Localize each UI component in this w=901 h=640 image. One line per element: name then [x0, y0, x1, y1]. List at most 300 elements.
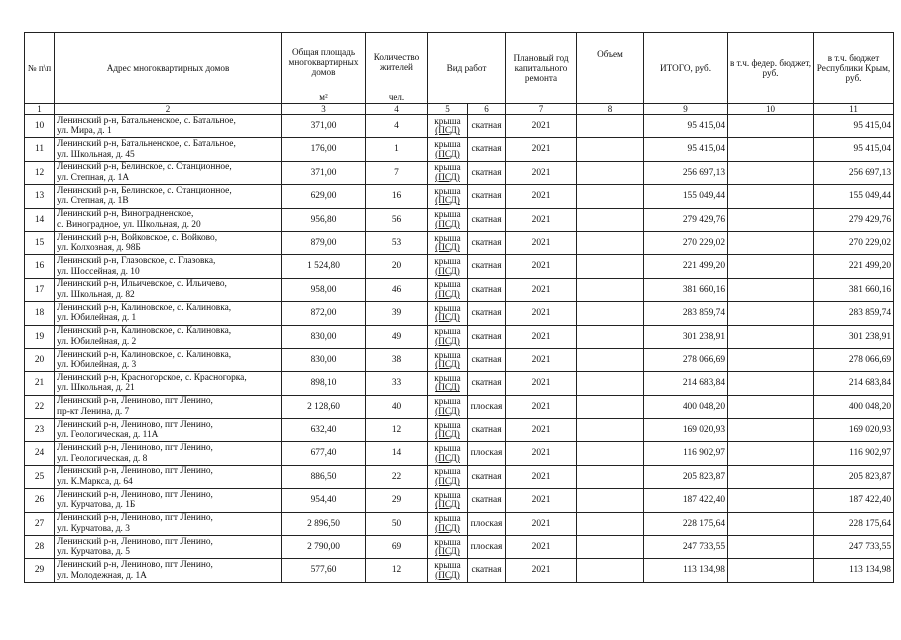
row-work-type	[428, 302, 468, 325]
column-number-2: 2	[55, 104, 282, 115]
row-total: 400 048,20	[644, 395, 728, 418]
row-residents: 16	[366, 185, 428, 208]
row-regional: 270 229,02	[814, 231, 894, 254]
row-address	[55, 395, 282, 418]
table-row	[25, 115, 894, 138]
address-line-1: Ленинский р-н, Батальненское, с. Батальное,	[57, 138, 236, 149]
work-type-line-1: крыша	[434, 302, 461, 313]
row-area: 958,00	[282, 278, 366, 301]
table-row	[25, 208, 894, 231]
row-total: 381 660,16	[644, 278, 728, 301]
work-type-line-1: крыша	[434, 326, 461, 337]
row-roof-type: скатная	[468, 278, 506, 301]
row-year: 2021	[506, 442, 577, 465]
row-number: 22	[25, 395, 55, 418]
work-type-line-2: (ПСД)	[435, 125, 460, 136]
work-type-line-2: (ПСД)	[435, 148, 460, 159]
row-federal	[728, 325, 814, 348]
area-unit: м²	[282, 90, 366, 103]
row-residents: 29	[366, 489, 428, 512]
row-total: 95 415,04	[644, 138, 728, 161]
row-volume	[577, 395, 644, 418]
address-line-1: Ленинский р-н, Ильичевское, с. Ильичево,	[57, 279, 227, 290]
row-residents: 12	[366, 559, 428, 582]
address-line-1: Ленинский р-н, Калиновское, с. Калиновка,	[57, 302, 232, 313]
row-address	[55, 489, 282, 512]
row-area: 1 524,80	[282, 255, 366, 278]
table-row	[25, 442, 894, 465]
column-number-6: 6	[468, 104, 506, 115]
address-line-2: ул. Степная, д. 1В	[57, 196, 129, 207]
row-roof-type: плоская	[468, 395, 506, 418]
header-address: Адрес многоквартирных домов	[55, 33, 282, 104]
row-work-type	[428, 419, 468, 442]
row-address	[55, 536, 282, 559]
work-type-line-1: крыша	[434, 396, 461, 407]
address-line-1: Ленинский р-н, Виноградненское,	[57, 209, 194, 220]
row-regional: 95 415,04	[814, 115, 894, 138]
row-year: 2021	[506, 278, 577, 301]
row-year: 2021	[506, 536, 577, 559]
address-line-2: ул. Юбилейная, д. 2	[57, 336, 137, 347]
row-roof-type: скатная	[468, 559, 506, 582]
row-number: 14	[25, 208, 55, 231]
work-type-line-1: крыша	[434, 349, 461, 360]
row-total: 187 422,40	[644, 489, 728, 512]
row-work-type	[428, 161, 468, 184]
row-area: 954,40	[282, 489, 366, 512]
work-type-line-2: (ПСД)	[435, 429, 460, 440]
row-number: 18	[25, 302, 55, 325]
row-residents: 56	[366, 208, 428, 231]
row-number: 15	[25, 231, 55, 254]
row-number: 16	[25, 255, 55, 278]
address-line-1: Ленинский р-н, Лениново, пгт Ленино,	[57, 536, 213, 547]
row-federal	[728, 208, 814, 231]
row-regional: 169 020,93	[814, 419, 894, 442]
row-total: 169 020,93	[644, 419, 728, 442]
row-federal	[728, 419, 814, 442]
row-total: 205 823,87	[644, 465, 728, 488]
row-roof-type: скатная	[468, 372, 506, 395]
work-type-line-2: (ПСД)	[435, 171, 460, 182]
row-number: 25	[25, 465, 55, 488]
row-roof-type: скатная	[468, 185, 506, 208]
row-year: 2021	[506, 419, 577, 442]
row-total: 283 859,74	[644, 302, 728, 325]
row-federal	[728, 395, 814, 418]
work-type-line-1: крыша	[434, 138, 461, 149]
column-number-4: 4	[366, 104, 428, 115]
row-work-type	[428, 325, 468, 348]
row-area: 830,00	[282, 348, 366, 371]
table-row	[25, 489, 894, 512]
table-row	[25, 185, 894, 208]
row-area: 886,50	[282, 465, 366, 488]
work-type-line-2: (ПСД)	[435, 218, 460, 229]
row-total: 279 429,76	[644, 208, 728, 231]
row-address	[55, 138, 282, 161]
row-regional: 256 697,13	[814, 161, 894, 184]
address-line-1: Ленинский р-н, Лениново, пгт Ленино,	[57, 489, 213, 500]
table-row	[25, 325, 894, 348]
row-work-type	[428, 138, 468, 161]
row-federal	[728, 185, 814, 208]
row-total: 95 415,04	[644, 115, 728, 138]
row-year: 2021	[506, 395, 577, 418]
row-regional: 214 683,84	[814, 372, 894, 395]
row-federal	[728, 278, 814, 301]
row-work-type	[428, 395, 468, 418]
row-work-type	[428, 185, 468, 208]
row-year: 2021	[506, 115, 577, 138]
row-federal	[728, 512, 814, 535]
column-number-5: 5	[428, 104, 468, 115]
row-address	[55, 512, 282, 535]
row-residents: 22	[366, 465, 428, 488]
row-number: 10	[25, 115, 55, 138]
row-roof-type: плоская	[468, 442, 506, 465]
row-regional: 301 238,91	[814, 325, 894, 348]
row-volume	[577, 536, 644, 559]
row-residents: 14	[366, 442, 428, 465]
row-regional: 283 859,74	[814, 302, 894, 325]
address-line-1: Ленинский р-н, Лениново, пгт Ленино,	[57, 466, 213, 477]
row-area: 176,00	[282, 138, 366, 161]
work-type-line-2: (ПСД)	[435, 569, 460, 580]
row-area: 577,60	[282, 559, 366, 582]
row-residents: 33	[366, 372, 428, 395]
row-volume	[577, 348, 644, 371]
address-line-2: ул. Шоссейная, д. 10	[57, 266, 140, 277]
row-residents: 50	[366, 512, 428, 535]
row-area: 872,00	[282, 302, 366, 325]
row-federal	[728, 302, 814, 325]
work-type-line-1: крыша	[434, 209, 461, 220]
row-volume	[577, 115, 644, 138]
row-roof-type: скатная	[468, 231, 506, 254]
row-year: 2021	[506, 138, 577, 161]
address-line-2: ул. Степная, д. 1А	[57, 172, 130, 183]
address-line-2: ул. Школьная, д. 21	[57, 383, 135, 394]
work-type-line-1: крыша	[434, 115, 461, 126]
row-year: 2021	[506, 559, 577, 582]
row-residents: 4	[366, 115, 428, 138]
row-roof-type: плоская	[468, 512, 506, 535]
row-number: 24	[25, 442, 55, 465]
column-number-row	[25, 104, 894, 115]
address-line-1: Ленинский р-н, Лениново, пгт Ленино,	[57, 443, 213, 454]
row-residents: 12	[366, 419, 428, 442]
row-work-type	[428, 115, 468, 138]
row-volume	[577, 185, 644, 208]
row-year: 2021	[506, 372, 577, 395]
work-type-line-2: (ПСД)	[435, 242, 460, 253]
work-type-line-2: (ПСД)	[435, 382, 460, 393]
work-type-line-2: (ПСД)	[435, 312, 460, 323]
row-total: 155 049,44	[644, 185, 728, 208]
address-line-2: ул. Школьная, д. 45	[57, 149, 135, 160]
row-address	[55, 348, 282, 371]
row-area: 879,00	[282, 231, 366, 254]
table-row	[25, 536, 894, 559]
row-total: 278 066,69	[644, 348, 728, 371]
row-roof-type: скатная	[468, 348, 506, 371]
work-type-line-2: (ПСД)	[435, 359, 460, 370]
row-number: 23	[25, 419, 55, 442]
row-work-type	[428, 559, 468, 582]
work-type-line-2: (ПСД)	[435, 522, 460, 533]
work-type-line-2: (ПСД)	[435, 288, 460, 299]
row-residents: 53	[366, 231, 428, 254]
column-number-9: 9	[644, 104, 728, 115]
row-number: 17	[25, 278, 55, 301]
address-line-2: ул. Курчатова, д. 1Б	[57, 500, 136, 511]
row-address	[55, 442, 282, 465]
header-total: ИТОГО, руб.	[644, 33, 728, 104]
row-total: 301 238,91	[644, 325, 728, 348]
work-type-line-1: крыша	[434, 560, 461, 571]
work-type-line-1: крыша	[434, 255, 461, 266]
row-number: 27	[25, 512, 55, 535]
row-regional: 221 499,20	[814, 255, 894, 278]
row-number: 21	[25, 372, 55, 395]
row-residents: 49	[366, 325, 428, 348]
row-regional: 95 415,04	[814, 138, 894, 161]
row-regional: 116 902,97	[814, 442, 894, 465]
row-year: 2021	[506, 348, 577, 371]
header-year: Плановый год капитального ремонта	[506, 33, 577, 104]
work-type-line-1: крыша	[434, 489, 461, 500]
row-work-type	[428, 442, 468, 465]
address-line-1: Ленинский р-н, Лениново, пгт Ленино,	[57, 396, 213, 407]
address-line-1: Ленинский р-н, Калиновское, с. Калиновка,	[57, 326, 232, 337]
header-row	[25, 33, 894, 91]
row-area: 2 790,00	[282, 536, 366, 559]
row-volume	[577, 442, 644, 465]
table-row	[25, 559, 894, 582]
row-total: 256 697,13	[644, 161, 728, 184]
work-type-line-2: (ПСД)	[435, 476, 460, 487]
work-type-line-1: крыша	[434, 232, 461, 243]
row-regional: 205 823,87	[814, 465, 894, 488]
address-line-1: Ленинский р-н, Войковское, с. Войково,	[57, 232, 218, 243]
row-residents: 20	[366, 255, 428, 278]
address-line-2: ул. Мира, д. 1	[57, 126, 112, 137]
address-line-1: Ленинский р-н, Красногорское, с. Красногорка,	[57, 372, 247, 383]
header-work: Вид работ	[428, 33, 506, 104]
row-area: 956,80	[282, 208, 366, 231]
row-number: 19	[25, 325, 55, 348]
row-year: 2021	[506, 489, 577, 512]
row-federal	[728, 465, 814, 488]
address-line-2: ул. Школьная, д. 82	[57, 289, 135, 300]
row-volume	[577, 231, 644, 254]
row-regional: 113 134,98	[814, 559, 894, 582]
row-address	[55, 372, 282, 395]
row-regional: 187 422,40	[814, 489, 894, 512]
row-address	[55, 231, 282, 254]
table-row	[25, 372, 894, 395]
row-roof-type: скатная	[468, 465, 506, 488]
table-row	[25, 395, 894, 418]
row-total: 116 902,97	[644, 442, 728, 465]
row-residents: 38	[366, 348, 428, 371]
row-roof-type: скатная	[468, 138, 506, 161]
work-type-line-2: (ПСД)	[435, 335, 460, 346]
row-residents: 69	[366, 536, 428, 559]
row-federal	[728, 138, 814, 161]
table-row	[25, 161, 894, 184]
row-year: 2021	[506, 255, 577, 278]
row-area: 2 128,60	[282, 395, 366, 418]
table-row	[25, 302, 894, 325]
row-work-type	[428, 512, 468, 535]
row-address	[55, 419, 282, 442]
row-volume	[577, 372, 644, 395]
row-work-type	[428, 489, 468, 512]
row-roof-type: скатная	[468, 208, 506, 231]
row-regional: 247 733,55	[814, 536, 894, 559]
row-address	[55, 325, 282, 348]
row-number: 29	[25, 559, 55, 582]
work-type-line-1: крыша	[434, 372, 461, 383]
row-federal	[728, 348, 814, 371]
header-no: № п\п	[25, 33, 55, 104]
row-total: 214 683,84	[644, 372, 728, 395]
row-year: 2021	[506, 465, 577, 488]
column-number-7: 7	[506, 104, 577, 115]
work-type-line-1: крыша	[434, 443, 461, 454]
work-type-line-2: (ПСД)	[435, 195, 460, 206]
residents-unit: чел.	[366, 90, 428, 103]
address-line-2: ул. К.Маркса, д. 64	[57, 477, 133, 488]
row-roof-type: скатная	[468, 489, 506, 512]
address-line-2: ул. Курчатова, д. 3	[57, 523, 130, 534]
address-line-1: Ленинский р-н, Лениново, пгт Ленино,	[57, 513, 213, 524]
row-volume	[577, 138, 644, 161]
address-line-2: ул. Юбилейная, д. 1	[57, 313, 137, 324]
work-type-line-1: крыша	[434, 536, 461, 547]
row-number: 13	[25, 185, 55, 208]
address-line-1: Ленинский р-н, Глазовское, с. Глазовка,	[57, 255, 216, 266]
row-area: 632,40	[282, 419, 366, 442]
row-year: 2021	[506, 161, 577, 184]
row-federal	[728, 372, 814, 395]
address-line-1: Ленинский р-н, Батальненское, с. Батальное,	[57, 115, 236, 126]
row-residents: 40	[366, 395, 428, 418]
row-area: 2 896,50	[282, 512, 366, 535]
work-type-line-2: (ПСД)	[435, 265, 460, 276]
row-area: 898,10	[282, 372, 366, 395]
row-regional: 228 175,64	[814, 512, 894, 535]
row-year: 2021	[506, 325, 577, 348]
table-row	[25, 419, 894, 442]
header-area: Общая площадь многоквартирных домов	[282, 33, 366, 91]
row-volume	[577, 559, 644, 582]
row-total: 247 733,55	[644, 536, 728, 559]
table-row	[25, 512, 894, 535]
row-federal	[728, 255, 814, 278]
table-row	[25, 231, 894, 254]
header-residents: Количество жителей	[366, 33, 428, 91]
column-number-3: 3	[282, 104, 366, 115]
column-number-11: 11	[814, 104, 894, 115]
row-total: 113 134,98	[644, 559, 728, 582]
row-address	[55, 302, 282, 325]
row-number: 11	[25, 138, 55, 161]
row-address	[55, 161, 282, 184]
row-volume	[577, 302, 644, 325]
work-type-line-2: (ПСД)	[435, 546, 460, 557]
row-residents: 46	[366, 278, 428, 301]
row-volume	[577, 419, 644, 442]
address-line-1: Ленинский р-н, Белинское, с. Станционное,	[57, 185, 232, 196]
row-federal	[728, 115, 814, 138]
work-type-line-1: крыша	[434, 419, 461, 430]
row-number: 26	[25, 489, 55, 512]
row-address	[55, 185, 282, 208]
work-type-line-1: крыша	[434, 466, 461, 477]
column-number-8: 8	[577, 104, 644, 115]
address-line-2: ул. Геологическая, д. 11А	[57, 430, 159, 441]
address-line-2: ул. Геологическая, д. 8	[57, 453, 148, 464]
row-year: 2021	[506, 512, 577, 535]
address-line-2: с. Виноградное, ул. Школьная, д. 20	[57, 219, 201, 230]
header-volume: Объем	[577, 33, 644, 104]
row-address	[55, 255, 282, 278]
table-row	[25, 465, 894, 488]
row-address	[55, 278, 282, 301]
row-roof-type: скатная	[468, 302, 506, 325]
row-regional: 400 048,20	[814, 395, 894, 418]
row-work-type	[428, 231, 468, 254]
row-work-type	[428, 348, 468, 371]
row-year: 2021	[506, 208, 577, 231]
row-area: 830,00	[282, 325, 366, 348]
row-federal	[728, 442, 814, 465]
row-work-type	[428, 208, 468, 231]
row-volume	[577, 208, 644, 231]
row-year: 2021	[506, 302, 577, 325]
address-line-2: ул. Колхозная, д. 98Б	[57, 243, 141, 254]
row-volume	[577, 255, 644, 278]
address-line-2: ул. Курчатова, д. 5	[57, 547, 130, 558]
table-row	[25, 278, 894, 301]
row-residents: 39	[366, 302, 428, 325]
row-volume	[577, 489, 644, 512]
row-total: 228 175,64	[644, 512, 728, 535]
row-roof-type: скатная	[468, 255, 506, 278]
row-total: 270 229,02	[644, 231, 728, 254]
header-regional: в т.ч. бюджет Республики Крым, руб.	[814, 33, 894, 104]
row-federal	[728, 489, 814, 512]
capital-repair-table	[24, 32, 894, 583]
row-address	[55, 115, 282, 138]
row-area: 371,00	[282, 161, 366, 184]
row-regional: 155 049,44	[814, 185, 894, 208]
work-type-line-1: крыша	[434, 279, 461, 290]
address-line-2: пр-кт Ленина, д. 7	[57, 406, 130, 417]
row-federal	[728, 559, 814, 582]
row-volume	[577, 278, 644, 301]
row-roof-type: скатная	[468, 419, 506, 442]
row-volume	[577, 465, 644, 488]
row-year: 2021	[506, 231, 577, 254]
row-work-type	[428, 372, 468, 395]
header-federal: в т.ч. федер. бюджет, руб.	[728, 33, 814, 104]
row-address	[55, 559, 282, 582]
